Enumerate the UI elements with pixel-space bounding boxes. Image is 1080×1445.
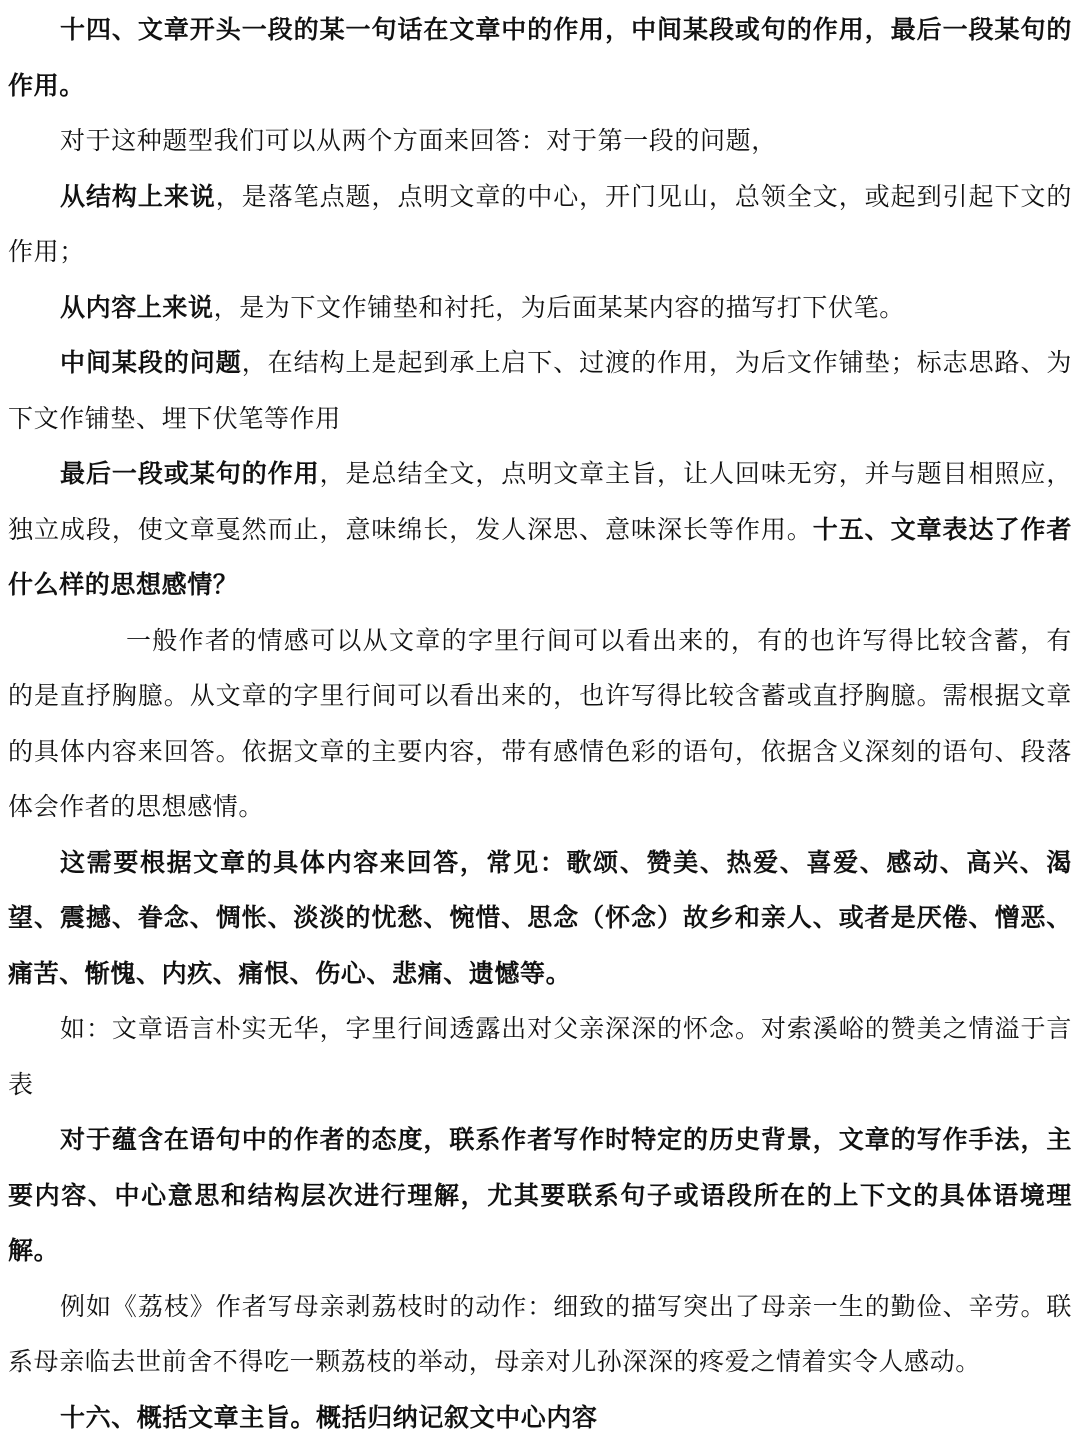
structure-label: 从结构上来说 <box>60 182 216 211</box>
section-15-example-1: 如：文章语言朴实无华，字里行间透露出对父亲深深的怀念。对索溪峪的赞美之情溢于言表 <box>8 1001 1072 1112</box>
middle-text: ，在结构上是起到承上启下、过渡的作用，为后文作铺垫；标志思路、为下文作铺垫、埋下伏笔等作用 <box>8 348 1072 433</box>
section-14-last <box>8 446 1072 613</box>
last-label: 最后一段或某句的作用 <box>60 459 320 488</box>
section-15-title: 十五、文章表达了作者什么样的思想感情？ <box>8 515 1072 600</box>
content-text: ，是为下文作铺垫和衬托，为后面某某内容的描写打下伏笔。 <box>214 293 905 322</box>
section-14-title: 十四、文章开头一段的某一句话在文章中的作用，中间某段或句的作用，最后一段某句的作用。 <box>8 2 1072 113</box>
section-15-paragraph-3: 对于蕴含在语句中的作者的态度，联系作者写作时特定的历史背景，文章的写作手法，主要内容、中心意思和结构层次进行理解，尤其要联系句子或语段所在的上下文的具体语境理解。 <box>8 1112 1072 1279</box>
structure-text: ，是落笔点题，点明文章的中心，开门见山，总领全文，或起到引起下文的作用； <box>8 182 1072 267</box>
content-label: 从内容上来说 <box>60 293 214 322</box>
section-14-intro: 对于这种题型我们可以从两个方面来回答：对于第一段的问题， <box>8 113 1072 169</box>
section-14-structure <box>8 169 1072 280</box>
section-15-example-2: 例如《荔枝》作者写母亲剥荔枝时的动作：细致的描写突出了母亲一生的勤俭、辛劳。联系母亲临去世前舍不得吃一颗荔枝的举动，母亲对儿孙深深的疼爱之情着实令人感动。 <box>8 1279 1072 1390</box>
section-15-paragraph-2: 这需要根据文章的具体内容来回答，常见：歌颂、赞美、热爱、喜爱、感动、高兴、渴望、震撼、眷念、惆怅、淡淡的忧愁、惋惜、思念（怀念）故乡和亲人、或者是厌倦、憎恶、痛苦、惭愧、内疚、痛恨、伤心、悲痛、遗憾等。 <box>8 835 1072 1002</box>
section-14-middle <box>8 335 1072 446</box>
section-14-content <box>8 280 1072 336</box>
last-text: ，是总结全文，点明文章主旨，让人回味无穷，并与题目相照应，独立成段，使文章戛然而止，意味绵长，发人深思、意味深长等作用。 <box>8 459 1072 544</box>
middle-label: 中间某段的问题 <box>60 348 242 377</box>
section-15-paragraph-1: 一般作者的情感可以从文章的字里行间可以看出来的，有的也许写得比较含蓄，有的是直抒胸臆。从文章的字里行间可以看出来的，也许写得比较含蓄或直抒胸臆。需根据文章的具体内容来回答。依据文章的主要内容，带有感情色彩的语句，依据含义深刻的语句、段落体会作者的思想感情。 <box>8 613 1072 835</box>
section-16-title: 十六、概括文章主旨。概括归纳记叙文中心内容 <box>8 1390 1072 1445</box>
